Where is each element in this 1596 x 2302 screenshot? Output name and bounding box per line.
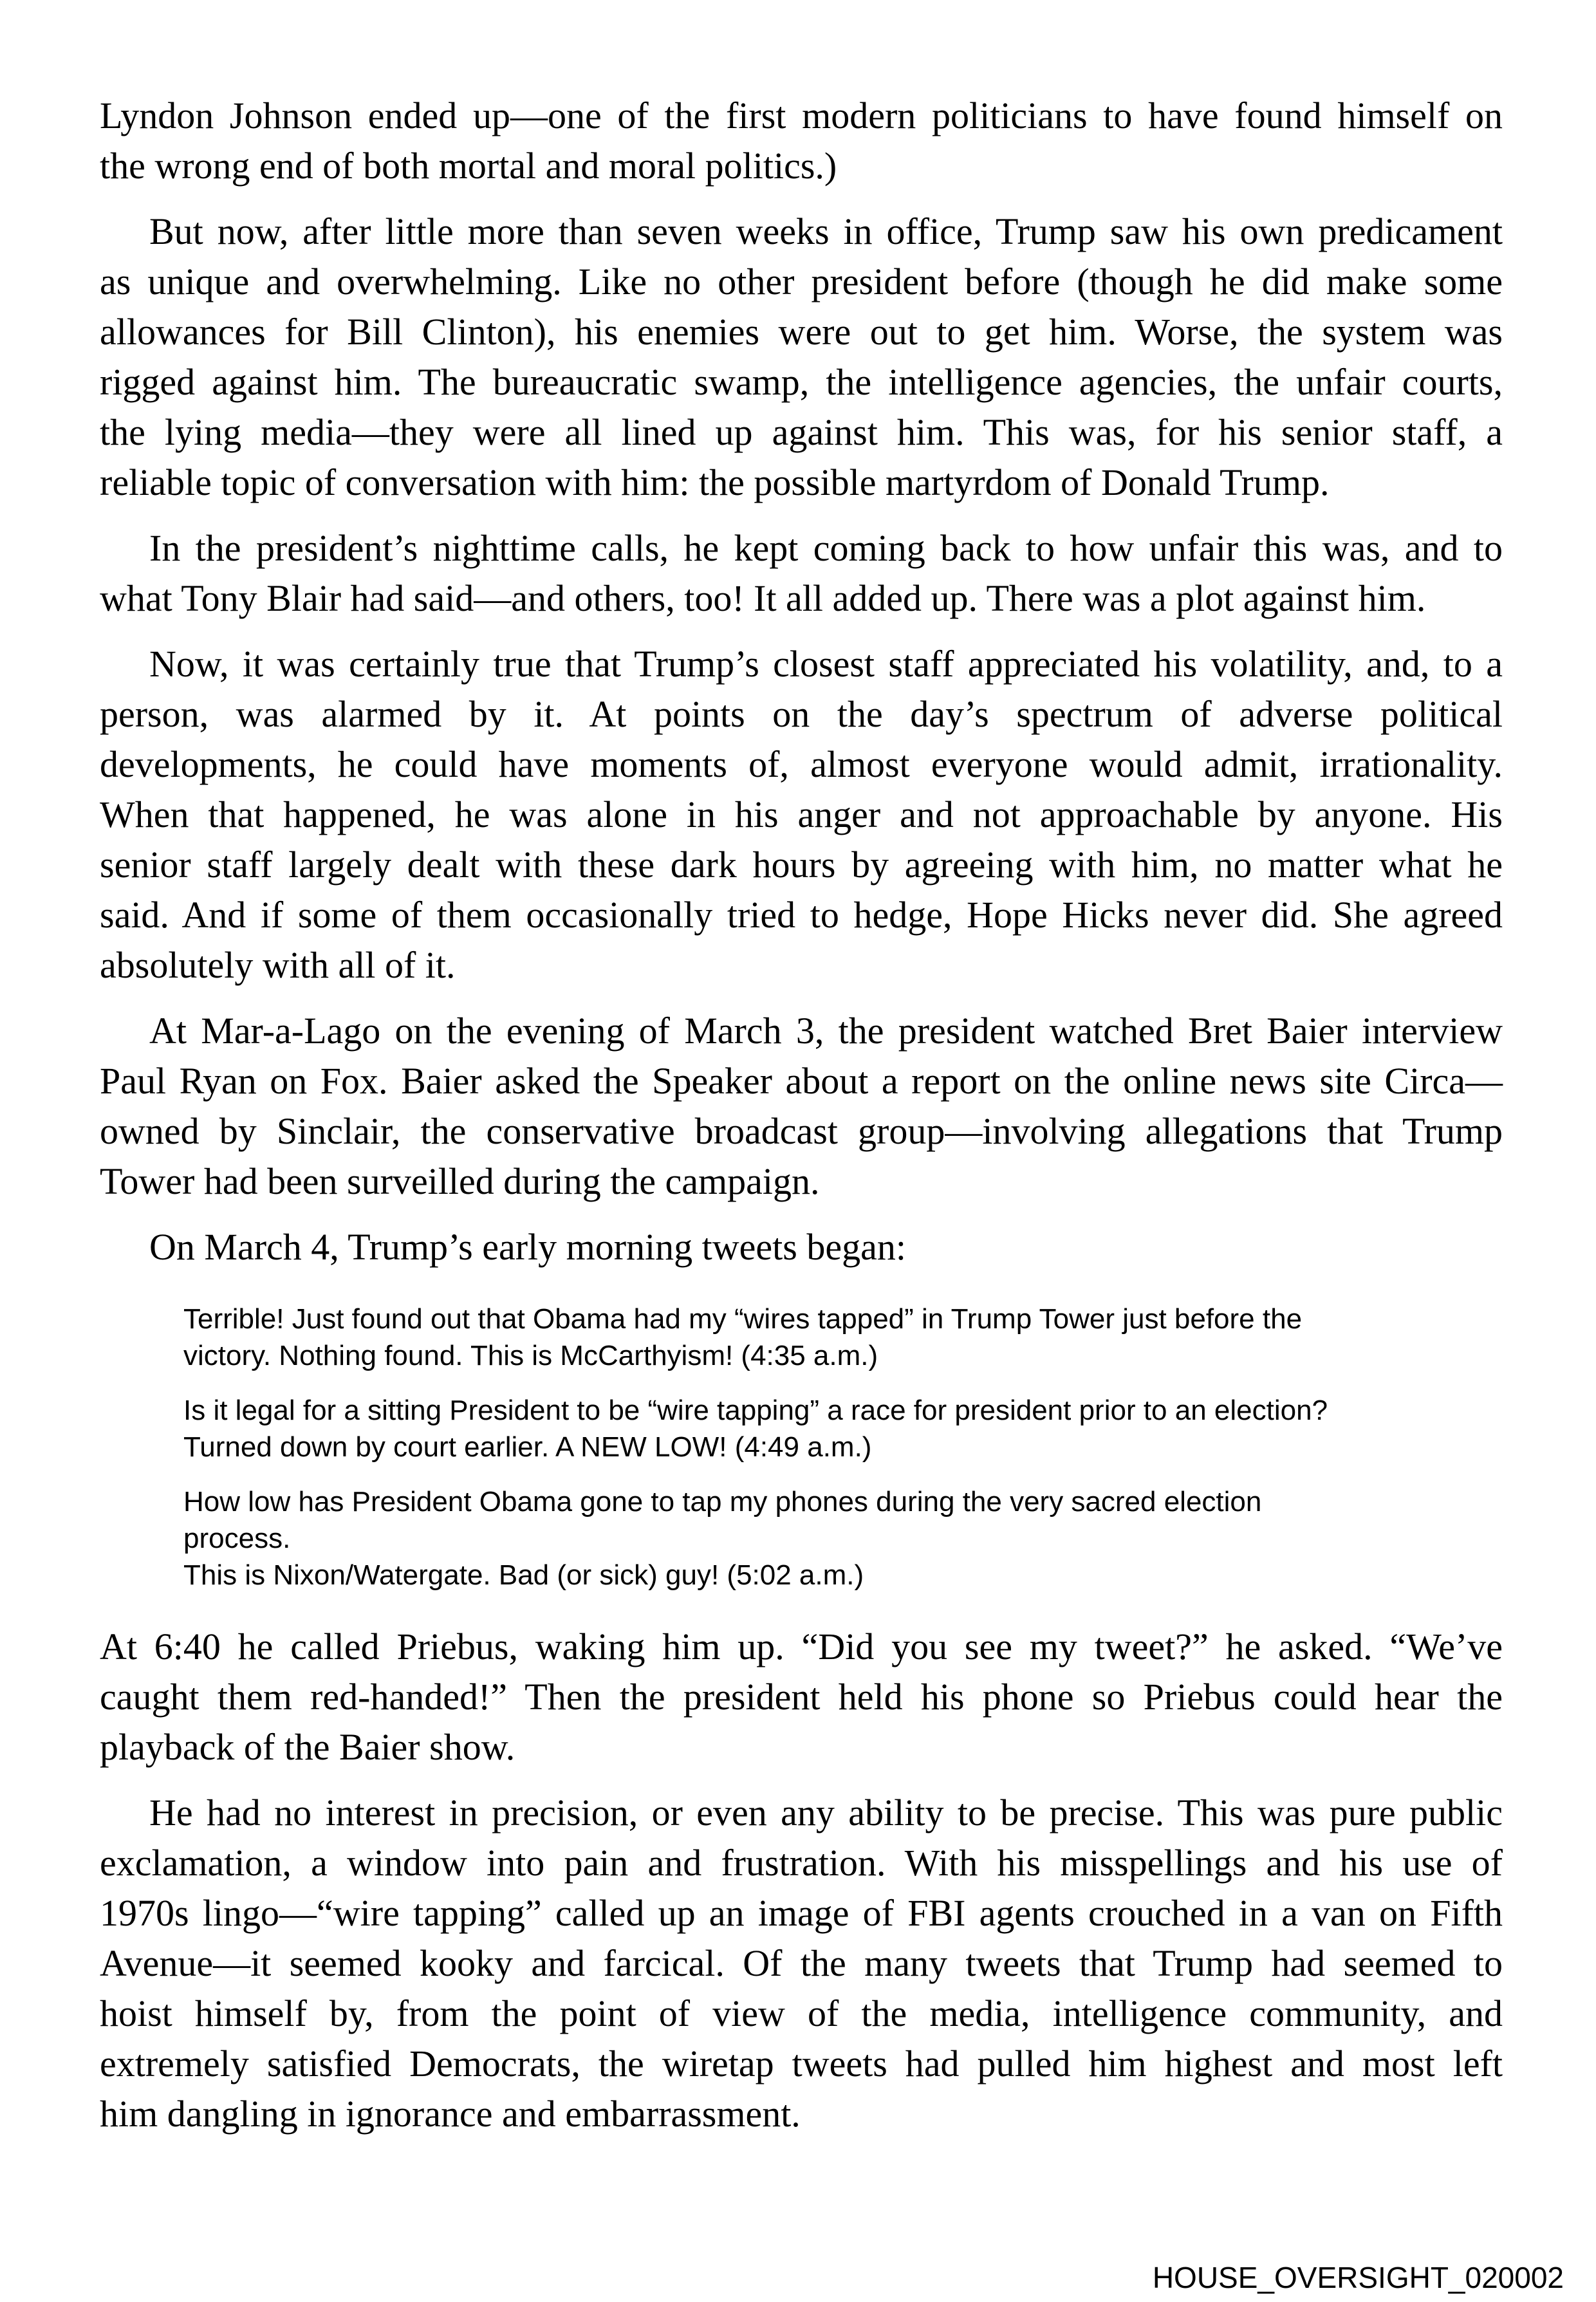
body-paragraph xyxy=(100,1006,1503,1207)
text-line: allowances for Bill Clinton), his enemies were out to get him. Worse, the system was xyxy=(100,311,1503,353)
tweet-line: How low has President Obama gone to tap my phones during the very sacred election process. xyxy=(183,1486,1262,1554)
body-paragraph xyxy=(100,1222,1503,1272)
bates-stamp: HOUSE_OVERSIGHT_020002 xyxy=(1152,2261,1564,2294)
text-line: person, was alarmed by it. At points on the day’s spectrum of adverse political xyxy=(100,693,1503,735)
text-line: extremely satisfied Democrats, the wiretap tweets had pulled him highest and most left xyxy=(100,2043,1503,2084)
text-line: exclamation, a window into pain and frustration. With his misspellings and his use of xyxy=(100,1842,1503,1884)
text-line: reliable topic of conversation with him: the possible martyrdom of Donald Trump. xyxy=(100,461,1330,503)
tweet-paragraph xyxy=(183,1483,1364,1593)
tweet-line: This is Nixon/Watergate. Bad (or sick) guy! (5:02 a.m.) xyxy=(183,1559,864,1591)
text-line: the wrong end of both mortal and moral politics.) xyxy=(100,145,837,187)
tweet-line: Terrible! Just found out that Obama had my “wires tapped” in Trump Tower just before the xyxy=(183,1303,1303,1335)
text-line: owned by Sinclair, the conservative broadcast group—involving allegations that Trump xyxy=(100,1110,1503,1152)
body-paragraph xyxy=(100,207,1503,508)
text-line: hoist himself by, from the point of view of the media, intelligence community, and xyxy=(100,1992,1503,2034)
text-line: But now, after little more than seven weeks in office, Trump saw his own predicament xyxy=(149,210,1503,252)
text-line: said. And if some of them occasionally tried to hedge, Hope Hicks never did. She agreed xyxy=(100,894,1503,936)
text-content xyxy=(100,91,1503,2139)
tweet-paragraph xyxy=(183,1392,1364,1465)
text-line: absolutely with all of it. xyxy=(100,944,456,986)
body-paragraph xyxy=(100,1622,1503,1772)
body-paragraph xyxy=(100,639,1503,990)
text-line: what Tony Blair had said—and others, too! It all added up. There was a plot against him. xyxy=(100,577,1426,619)
text-line: him dangling in ignorance and embarrassment. xyxy=(100,2093,801,2135)
text-line: as unique and overwhelming. Like no other president before (though he did make some xyxy=(100,261,1503,302)
text-line: At 6:40 he called Priebus, waking him up. “Did you see my tweet?” he asked. “We’ve xyxy=(100,1626,1503,1667)
text-line: At Mar-a-Lago on the evening of March 3, the president watched Bret Baier interview xyxy=(149,1010,1503,1052)
tweet-line: Is it legal for a sitting President to be “wire tapping” a race for president prior to an election? xyxy=(183,1395,1328,1426)
body-paragraph xyxy=(100,523,1503,624)
text-line: On March 4, Trump’s early morning tweets began: xyxy=(149,1226,906,1268)
text-line: playback of the Baier show. xyxy=(100,1726,515,1768)
text-line: Now, it was certainly true that Trump’s closest staff appreciated his volatility, and, to a xyxy=(149,643,1503,685)
body-paragraph xyxy=(100,1788,1503,2139)
text-line: developments, he could have moments of, almost everyone would admit, irrationality. xyxy=(100,743,1503,785)
text-line: caught them red-handed!” Then the president held his phone so Priebus could hear the xyxy=(100,1676,1503,1718)
text-line: When that happened, he was alone in his anger and not approachable by anyone. His xyxy=(100,794,1503,835)
text-line: Tower had been surveilled during the campaign. xyxy=(100,1160,820,1202)
text-line: Lyndon Johnson ended up—one of the first modern politicians to have found himself on xyxy=(100,95,1503,136)
text-line: rigged against him. The bureaucratic swamp, the intelligence agencies, the unfair courts, xyxy=(100,361,1503,403)
body-paragraph xyxy=(100,91,1503,191)
text-line: In the president’s nighttime calls, he kept coming back to how unfair this was, and to xyxy=(149,527,1503,569)
text-line: the lying media—they were all lined up against him. This was, for his senior staff, a xyxy=(100,411,1503,453)
text-line: 1970s lingo—“wire tapping” called up an image of FBI agents crouched in a van on Fifth xyxy=(100,1892,1503,1934)
tweet-line: victory. Nothing found. This is McCarthyism! (4:35 a.m.) xyxy=(183,1340,878,1371)
text-line: senior staff largely dealt with these dark hours by agreeing with him, no matter what he xyxy=(100,844,1503,886)
text-line: Avenue—it seemed kooky and farcical. Of the many tweets that Trump had seemed to xyxy=(100,1942,1503,1984)
tweet-paragraph xyxy=(183,1301,1364,1374)
tweet-line: Turned down by court earlier. A NEW LOW! (4:49 a.m.) xyxy=(183,1431,872,1463)
text-line: Paul Ryan on Fox. Baier asked the Speaker about a report on the online news site Circa— xyxy=(100,1060,1503,1102)
text-line: He had no interest in precision, or even any ability to be precise. This was pure public xyxy=(149,1792,1503,1833)
